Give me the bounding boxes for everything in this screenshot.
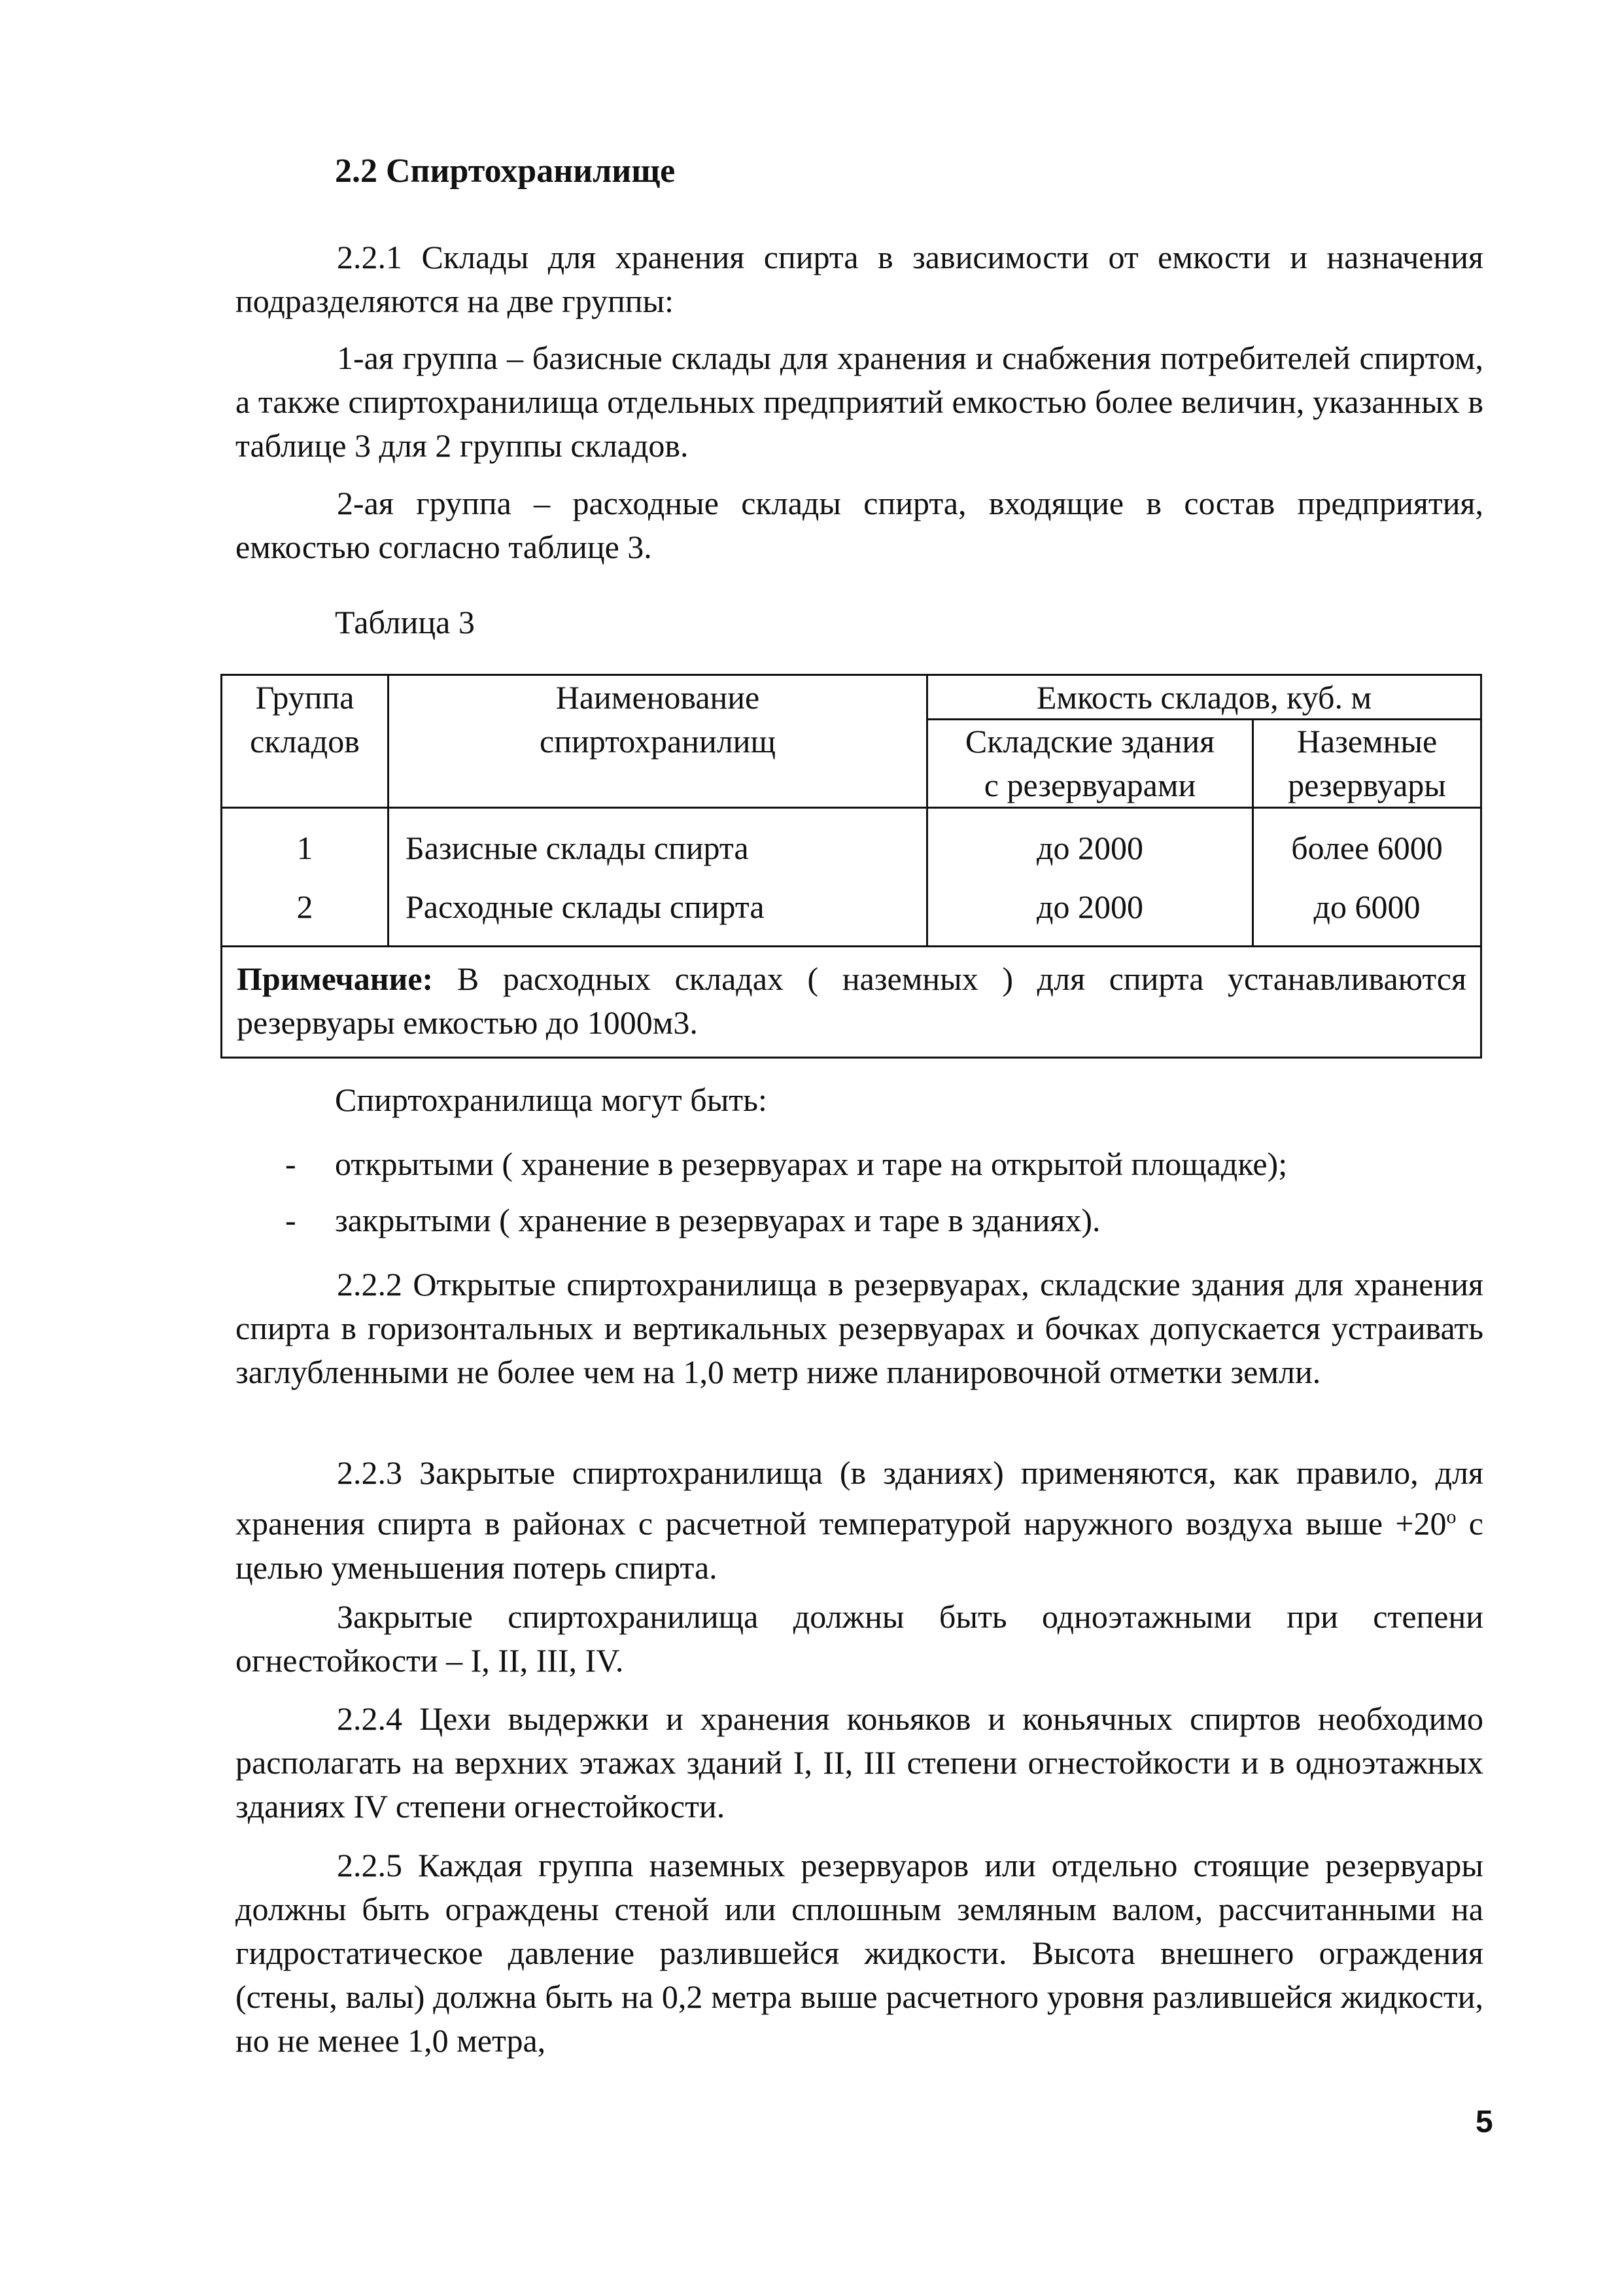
paragraph-group-2: 2-ая группа – расходные склады спирта, входящие в состав предприятия, емкостью согласно таблице 3. <box>235 485 1483 565</box>
row-1-group: 1 <box>296 830 313 866</box>
paragraph-2-2-1: 2.2.1 Склады для хранения спирта в зависимости от емкости и назначения подразделяются на две группы: <box>235 239 1483 319</box>
list-item-open: открытыми ( хранение в резервуарах и таре на открытой площадке); <box>335 1146 1288 1182</box>
table-note <box>237 957 1466 1045</box>
header-group-line-2: складов <box>250 723 360 760</box>
row-1-buildings: до 2000 <box>1037 830 1143 866</box>
list-dash-2: - <box>285 1202 296 1238</box>
header-ground-line-2: резервуары <box>1288 767 1446 803</box>
header-buildings-cell <box>928 720 1252 807</box>
paragraph-2-2-3-part-2: с целью уменьшения потерь спирта. <box>235 1505 1483 1586</box>
header-buildings-line-2: с резервуарами <box>984 767 1196 803</box>
row-1-name: Базисные склады спирта <box>406 830 749 866</box>
paragraph-2-2-3-part-1: 2.2.3 Закрытые спиртохранилища (в зданиях) применяются, как правило, для хранения спирта в районах с расчетной температурой наружного воздуха выше +20 <box>235 1454 1483 1542</box>
table-note-divider <box>222 945 1480 947</box>
header-name-line-1: Наименование <box>555 679 760 716</box>
row-2-ground: до 6000 <box>1313 888 1421 925</box>
row-2-name: Расходные склады спирта <box>406 888 765 925</box>
table-note-label: Примечание: <box>237 960 434 997</box>
paragraph-2-2-5: 2.2.5 Каждая группа наземных резервуаров или отдельно стоящие резервуары должны быть ограждены стеной или сплошным земляным валом, рассчитанными на гидростатическое давление разлившейся жидкости. Высота внешнего ограждения (стены, валы) должна быть на 0,2 метра выше расчетного уровня разлившейся жидкости, но не менее 1,0 метра, <box>235 1847 1483 2059</box>
paragraph-2-2-4: 2.2.4 Цехи выдержки и хранения коньяков и коньячных спиртов необходимо располагать на верхних этажах зданий I, II, III степени огнестойкости и в одноэтажных зданиях IV степени огнестойкости. <box>235 1700 1483 1825</box>
paragraph-group-1: 1-ая группа – базисные склады для хранения и снабжения потребителей спиртом, а также спиртохранилища отдельных предприятий емкостью более величин, указанных в таблице 3 для 2 группы складов. <box>235 340 1483 464</box>
header-capacity-cell: Емкость складов, куб. м <box>1036 679 1372 716</box>
section-title: 2.2 Спиртохранилище <box>335 152 676 190</box>
list-dash-1: - <box>285 1146 296 1182</box>
row-1-ground: более 6000 <box>1291 830 1443 866</box>
header-ground-line-1: Наземные <box>1296 723 1438 760</box>
degree-superscript: о <box>1446 1506 1457 1528</box>
warehouse-table <box>220 674 1482 1059</box>
page-number: 5 <box>1476 2105 1493 2139</box>
header-ground-cell <box>1254 720 1480 807</box>
list-intro: Спиртохранилища могут быть: <box>335 1081 767 1118</box>
header-group-cell <box>222 676 387 763</box>
row-2-group: 2 <box>296 888 313 925</box>
header-buildings-line-1: Складские здания <box>965 723 1215 760</box>
header-name-line-2: спиртохранилищ <box>540 723 776 760</box>
paragraph-closed-storage: Закрытые спиртохранилища должны быть одноэтажными при степени огнестойкости – I, II, III, IV. <box>235 1598 1483 1679</box>
table-caption: Таблица 3 <box>335 604 475 640</box>
header-name-cell <box>389 676 926 763</box>
paragraph-2-2-3 <box>235 1451 1483 1590</box>
row-2-buildings: до 2000 <box>1037 888 1143 925</box>
list-item-closed: закрытыми ( хранение в резервуарах и таре в зданиях). <box>335 1202 1101 1238</box>
table-note-text: В расходных складах ( наземных ) для спирта устанавливаются резервуары емкостью до 1000м3. <box>237 960 1466 1041</box>
paragraph-2-2-2: 2.2.2 Открытые спиртохранилища в резервуарах, складские здания для хранения спирта в горизонтальных и вертикальных резервуарах и бочках допускается устраивать заглубленными не более чем на 1,0 метр ниже планировочной отметки земли. <box>235 1266 1483 1390</box>
header-group-line-1: Группа <box>255 679 354 716</box>
